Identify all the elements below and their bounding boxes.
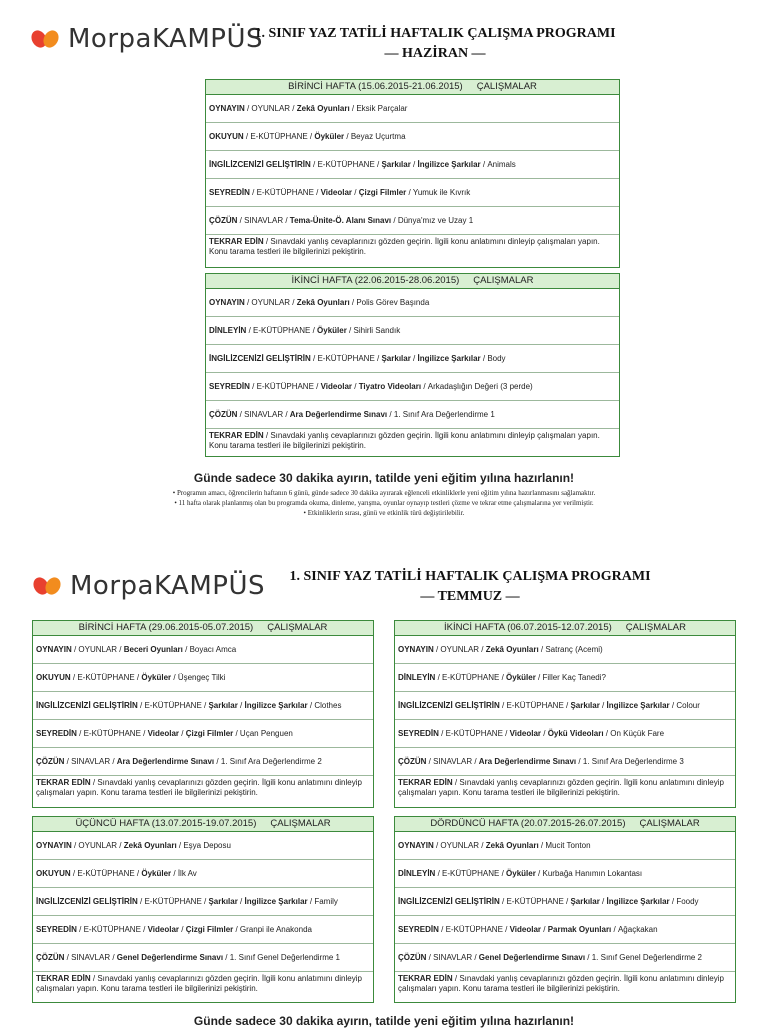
activity-row: OYNAYIN / OYUNLAR / Zekâ Oyunları / Polis Görev Başında (206, 289, 619, 317)
activity-row: OYNAYIN / OYUNLAR / Beceri Oyunları / Boyacı Amca (33, 636, 373, 664)
brand-name: MorpaKAMPÜS (70, 571, 265, 601)
activity-cat: Genel Değerlendirme Sınavı (116, 952, 224, 962)
week-calismalar-label: ÇALIŞMALAR (639, 818, 700, 829)
morpa-logo (34, 571, 265, 601)
activity-item: Colour (676, 700, 700, 710)
week-calismalar-label: ÇALIŞMALAR (267, 622, 328, 633)
june-week-1 (205, 79, 620, 268)
activity-cat: Öyküler (506, 868, 536, 878)
activity-path: SINAVLAR (71, 952, 111, 962)
activity-cat2: Tiyatro Videoları (358, 381, 422, 391)
activity-row: ÇÖZÜN / SINAVLAR / Genel Değerlendirme Sınavı / 1. Sınıf Genel Değerlendirme 1 (33, 944, 373, 972)
week-title: İKİNCİ HAFTA (06.07.2015-12.07.2015) (444, 622, 612, 633)
activity-row: SEYREDİN / E-KÜTÜPHANE / Videolar / Öykü Videoları / On Küçük Fare (395, 720, 735, 748)
july-note (0, 1014, 768, 1028)
june-note (0, 471, 768, 518)
morpa-logo-icon (34, 575, 64, 597)
activity-verb: DİNLEYİN (398, 672, 436, 682)
activity-path: E-KÜTÜPHANE (445, 728, 503, 738)
activity-verb: ÇÖZÜN (209, 215, 238, 225)
activity-verb: OKUYUN (36, 868, 71, 878)
activity-path: E-KÜTÜPHANE (77, 868, 135, 878)
activity-cat: Şarkılar (381, 159, 411, 169)
activity-cat: Videolar (147, 728, 180, 738)
activity-row: SEYREDİN / E-KÜTÜPHANE / Videolar / Tiyatro Videoları / Arkadaşlığın Değeri (3 perde) (206, 373, 619, 401)
week-header (206, 80, 619, 95)
activity-item: Body (487, 353, 506, 363)
activity-item: Dünya'mız ve Uzay 1 (397, 215, 474, 225)
activity-row: OYNAYIN / OYUNLAR / Zekâ Oyunları / Mucit Tonton (395, 832, 735, 860)
activity-path: E-KÜTÜPHANE (256, 187, 314, 197)
activity-cat: Videolar (509, 924, 542, 934)
activity-item: Eksik Parçalar (356, 103, 408, 113)
activity-item: Boyacı Amca (189, 644, 237, 654)
activity-item: Family (314, 896, 338, 906)
week-title: BİRİNCİ HAFTA (29.06.2015-05.07.2015) (78, 622, 254, 633)
july-week-1 (32, 620, 374, 808)
activity-cat2: Çizgi Filmler (185, 924, 234, 934)
activity-verb: ÇÖZÜN (36, 756, 65, 766)
activity-cat2: Öykü Videoları (547, 728, 604, 738)
tekrar-verb: TEKRAR EDİN (398, 778, 453, 787)
activity-row: SEYREDİN / E-KÜTÜPHANE / Videolar / Parmak Oyunları / Ağaçkakan (395, 916, 735, 944)
week-header (33, 621, 373, 636)
week-header (395, 621, 735, 636)
activity-row: ÇÖZÜN / SINAVLAR / Ara Değerlendirme Sınavı / 1. Sınıf Ara Değerlendirme 1 (206, 401, 619, 429)
activity-cat: Videolar (509, 728, 542, 738)
tekrar-text: Sınavdaki yanlış cevaplarınızı gözden geçirin. İlgili konu anlatımını dinleyip çalışmaları yapın. Konu tarama testleri ile bilgilerinizi pekiştirin. (398, 778, 724, 797)
activity-row: OYNAYIN / OYUNLAR / Zekâ Oyunları / Satranç (Acemi) (395, 636, 735, 664)
tekrar-row: TEKRAR EDİN / Sınavdaki yanlış cevaplarınızı gözden geçirin. İlgili konu anlatımını dinleyip çalışmaları yapın. Konu tarama testleri ile bilgilerinizi pekiştirin. (209, 237, 600, 256)
activity-path: SINAVLAR (71, 756, 111, 766)
activity-verb: DİNLEYİN (398, 868, 436, 878)
activity-row: İNGİLİZCENİZİ GELİŞTİRİN / E-KÜTÜPHANE / Şarkılar / İngilizce Şarkılar / Body (206, 345, 619, 373)
tekrar-verb: TEKRAR EDİN (398, 974, 453, 983)
activity-row: OKUYUN / E-KÜTÜPHANE / Öyküler / İlk Av (33, 860, 373, 888)
activity-item: 1. Sınıf Genel Değerlendirme 1 (229, 952, 340, 962)
activity-cat: Ara Değerlendirme Sınavı (116, 756, 215, 766)
activity-path: SINAVLAR (244, 409, 284, 419)
week-calismalar-label: ÇALIŞMALAR (625, 622, 686, 633)
activity-path: OYUNLAR (440, 644, 480, 654)
activity-row: DİNLEYİN / E-KÜTÜPHANE / Öyküler / Filler Kaç Tanedi? (395, 664, 735, 692)
activity-item: Granpi ile Anakonda (239, 924, 312, 934)
note-line: • Programın amacı, öğrencilerin haftanın 6 günü, günde sadece 30 dakika ayırarak eğlenceli etkinliklerle yeni eğitim yılına hazırlanmasını sağlamaktır. (172, 489, 596, 497)
activity-path: E-KÜTÜPHANE (253, 325, 311, 335)
june-week-2 (205, 273, 620, 457)
note-line: • Etkinliklerin sırası, günü ve etkinlik türü değiştirilebilir. (303, 509, 465, 517)
brand-name: MorpaKAMPÜS (68, 24, 263, 54)
activity-path: E-KÜTÜPHANE (77, 672, 135, 682)
activity-cat: Şarkılar (208, 700, 238, 710)
activity-item: Filler Kaç Tanedi? (542, 672, 606, 682)
june-title: 1. SINIF YAZ TATİLİ HAFTALIK ÇALIŞMA PROGRAMI — HAZİRAN — (254, 26, 616, 61)
week-header (395, 817, 735, 832)
activity-item: Polis Görev Başında (356, 297, 430, 307)
activity-cat2: İngilizce Şarkılar (417, 353, 481, 363)
activity-item: Beyaz Uçurtma (350, 131, 406, 141)
activity-verb: SEYREDİN (209, 381, 250, 391)
activity-verb: ÇÖZÜN (36, 952, 65, 962)
note-headline: Günde sadece 30 dakika ayırın, tatilde yeni eğitim yılına hazırlanın! (193, 471, 575, 485)
activity-cat: Zekâ Oyunları (296, 103, 350, 113)
activity-row: DİNLEYİN / E-KÜTÜPHANE / Öyküler / Sihirli Sandık (206, 317, 619, 345)
activity-cat2: Parmak Oyunları (547, 924, 612, 934)
activity-cat: Videolar (320, 187, 353, 197)
activity-row: SEYREDİN / E-KÜTÜPHANE / Videolar / Çizgi Filmler / Uçan Penguen (33, 720, 373, 748)
tekrar-verb: TEKRAR EDİN (209, 431, 264, 440)
activity-path: E-KÜTÜPHANE (250, 131, 308, 141)
activity-cat: Ara Değerlendirme Sınavı (289, 409, 388, 419)
tekrar-row: TEKRAR EDİN / Sınavdaki yanlış cevaplarınızı gözden geçirin. İlgili konu anlatımını dinleyip çalışmaları yapın. Konu tarama testleri ile bilgilerinizi pekiştirin. (36, 974, 362, 993)
activity-cat2: İngilizce Şarkılar (606, 896, 670, 906)
activity-cat2: İngilizce Şarkılar (244, 896, 308, 906)
tekrar-text: Sınavdaki yanlış cevaplarınızı gözden geçirin. İlgili konu anlatımını dinleyip çalışmaları yapın. Konu tarama testleri ile bilgilerinizi pekiştirin. (36, 974, 362, 993)
activity-cat: Zekâ Oyunları (296, 297, 350, 307)
activity-path: E-KÜTÜPHANE (317, 353, 375, 363)
activity-row: OYNAYIN / OYUNLAR / Zekâ Oyunları / Eksik Parçalar (206, 95, 619, 123)
activity-cat: Şarkılar (570, 700, 600, 710)
week-header (206, 274, 619, 289)
activity-verb: ÇÖZÜN (209, 409, 238, 419)
activity-verb: SEYREDİN (209, 187, 250, 197)
activity-path: SINAVLAR (244, 215, 284, 225)
tekrar-text: Sınavdaki yanlış cevaplarınızı gözden geçirin. İlgili konu anlatımını dinleyip çalışmaları yapın. Konu tarama testleri ile bilgilerinizi pekiştirin. (36, 778, 362, 797)
activity-cat: Videolar (320, 381, 353, 391)
activity-item: Sihirli Sandık (353, 325, 401, 335)
activity-item: İlk Av (177, 868, 197, 878)
activity-row: İNGİLİZCENİZİ GELİŞTİRİN / E-KÜTÜPHANE / Şarkılar / İngilizce Şarkılar / Clothes (33, 692, 373, 720)
activity-cat2: İngilizce Şarkılar (244, 700, 308, 710)
activity-item: Foody (676, 896, 699, 906)
activity-cat2: İngilizce Şarkılar (417, 159, 481, 169)
note-headline: Günde sadece 30 dakika ayırın, tatilde yeni eğitim yılına hazırlanın! (193, 1014, 575, 1028)
activity-verb: İNGİLİZCENİZİ GELİŞTİRİN (36, 700, 138, 710)
tekrar-row: TEKRAR EDİN / Sınavdaki yanlış cevaplarınızı gözden geçirin. İlgili konu anlatımını dinleyip çalışmaları yapın. Konu tarama testleri ile bilgilerinizi pekiştirin. (398, 778, 724, 797)
activity-row: OKUYUN / E-KÜTÜPHANE / Öyküler / Beyaz Uçurtma (206, 123, 619, 151)
activity-row: İNGİLİZCENİZİ GELİŞTİRİN / E-KÜTÜPHANE / Şarkılar / İngilizce Şarkılar / Animals (206, 151, 619, 179)
activity-item: 1. Sınıf Ara Değerlendirme 1 (393, 409, 495, 419)
activity-verb: SEYREDİN (398, 924, 439, 934)
activity-verb: OYNAYIN (36, 644, 72, 654)
activity-item: Kurbağa Hanımın Lokantası (542, 868, 643, 878)
activity-verb: OKUYUN (36, 672, 71, 682)
activity-verb: OYNAYIN (209, 297, 245, 307)
note-line: • 11 hafta olarak planlanmış olan bu programda okuma, dinleme, yarışma, oyunlar oynayıp testleri çözme ve tekrar etme çalışmalarına yer verilmiştir. (174, 499, 594, 507)
activity-row: ÇÖZÜN / SINAVLAR / Tema-Ünite-Ö. Alanı Sınavı / Dünya'mız ve Uzay 1 (206, 207, 619, 235)
activity-path: E-KÜTÜPHANE (506, 896, 564, 906)
activity-cat: Öyküler (141, 672, 172, 682)
activity-path: E-KÜTÜPHANE (442, 868, 500, 878)
tekrar-verb: TEKRAR EDİN (36, 778, 91, 787)
activity-path: SINAVLAR (433, 756, 473, 766)
activity-verb: OYNAYIN (398, 840, 434, 850)
tekrar-verb: TEKRAR EDİN (209, 237, 264, 246)
activity-verb: SEYREDİN (36, 924, 77, 934)
activity-item: Animals (487, 159, 516, 169)
july-week-3 (32, 816, 374, 1003)
activity-item: Clothes (314, 700, 342, 710)
activity-verb: OYNAYIN (398, 644, 434, 654)
activity-path: E-KÜTÜPHANE (317, 159, 375, 169)
tekrar-row: TEKRAR EDİN / Sınavdaki yanlış cevaplarınızı gözden geçirin. İlgili konu anlatımını dinleyip çalışmaları yapın. Konu tarama testleri ile bilgilerinizi pekiştirin. (36, 778, 362, 797)
activity-row: OKUYUN / E-KÜTÜPHANE / Öyküler / Üşengeç Tilki (33, 664, 373, 692)
activity-verb: İNGİLİZCENİZİ GELİŞTİRİN (36, 896, 138, 906)
activity-path: E-KÜTÜPHANE (445, 924, 503, 934)
activity-row: İNGİLİZCENİZİ GELİŞTİRİN / E-KÜTÜPHANE / Şarkılar / İngilizce Şarkılar / Family (33, 888, 373, 916)
activity-item: 1. Sınıf Genel Değerlendirme 2 (591, 952, 702, 962)
activity-path: OYUNLAR (251, 103, 291, 113)
activity-path: OYUNLAR (78, 840, 118, 850)
activity-path: E-KÜTÜPHANE (506, 700, 564, 710)
activity-path: OYUNLAR (78, 644, 118, 654)
july-title: 1. SINIF YAZ TATİLİ HAFTALIK ÇALIŞMA PROGRAMI — TEMMUZ — (289, 569, 651, 604)
morpa-logo-icon (32, 28, 62, 50)
activity-item: 1. Sınıf Ara Değerlendirme 3 (582, 756, 684, 766)
activity-row: SEYREDİN / E-KÜTÜPHANE / Videolar / Çizgi Filmler / Granpi ile Anakonda (33, 916, 373, 944)
activity-verb: ÇÖZÜN (398, 952, 427, 962)
activity-verb: İNGİLİZCENİZİ GELİŞTİRİN (398, 896, 500, 906)
activity-item: Üşengeç Tilki (177, 672, 226, 682)
week-header (33, 817, 373, 832)
activity-verb: SEYREDİN (36, 728, 77, 738)
activity-cat: Öyküler (506, 672, 536, 682)
tekrar-row: TEKRAR EDİN / Sınavdaki yanlış cevaplarınızı gözden geçirin. İlgili konu anlatımını dinleyip çalışmaları yapın. Konu tarama testleri ile bilgilerinizi pekiştirin. (209, 431, 600, 450)
activity-item: Mucit Tonton (545, 840, 591, 850)
activity-path: E-KÜTÜPHANE (144, 896, 202, 906)
activity-item: On Küçük Fare (610, 728, 665, 738)
activity-row: ÇÖZÜN / SINAVLAR / Ara Değerlendirme Sınavı / 1. Sınıf Ara Değerlendirme 3 (395, 748, 735, 776)
activity-cat: Zekâ Oyunları (485, 840, 539, 850)
activity-path: E-KÜTÜPHANE (83, 924, 141, 934)
activity-cat: Genel Değerlendirme Sınavı (478, 952, 586, 962)
activity-cat2: İngilizce Şarkılar (606, 700, 670, 710)
activity-row: İNGİLİZCENİZİ GELİŞTİRİN / E-KÜTÜPHANE / Şarkılar / İngilizce Şarkılar / Colour (395, 692, 735, 720)
activity-verb: İNGİLİZCENİZİ GELİŞTİRİN (398, 700, 500, 710)
week-calismalar-label: ÇALIŞMALAR (270, 818, 331, 829)
activity-item: Eşya Deposu (183, 840, 231, 850)
activity-row: DİNLEYİN / E-KÜTÜPHANE / Öyküler / Kurbağa Hanımın Lokantası (395, 860, 735, 888)
activity-cat: Öyküler (141, 868, 172, 878)
activity-path: E-KÜTÜPHANE (442, 672, 500, 682)
activity-cat: Ara Değerlendirme Sınavı (478, 756, 577, 766)
july-week-4 (394, 816, 736, 1003)
activity-cat: Tema-Ünite-Ö. Alanı Sınavı (289, 215, 392, 225)
activity-item: 1. Sınıf Ara Değerlendirme 2 (220, 756, 322, 766)
activity-cat: Beceri Oyunları (123, 644, 183, 654)
activity-row: ÇÖZÜN / SINAVLAR / Ara Değerlendirme Sınavı / 1. Sınıf Ara Değerlendirme 2 (33, 748, 373, 776)
activity-item: Ağaçkakan (617, 924, 658, 934)
activity-item: Uçan Penguen (239, 728, 293, 738)
week-title: BİRİNCİ HAFTA (15.06.2015-21.06.2015) (288, 81, 463, 92)
activity-item: Yumuk ile Kıvrık (412, 187, 471, 197)
activity-path: E-KÜTÜPHANE (256, 381, 314, 391)
activity-verb: ÇÖZÜN (398, 756, 427, 766)
activity-path: SINAVLAR (433, 952, 473, 962)
activity-cat: Öyküler (317, 325, 347, 335)
activity-cat: Şarkılar (208, 896, 238, 906)
activity-cat: Şarkılar (570, 896, 600, 906)
activity-path: E-KÜTÜPHANE (144, 700, 202, 710)
activity-cat2: Çizgi Filmler (185, 728, 234, 738)
activity-row: ÇÖZÜN / SINAVLAR / Genel Değerlendirme Sınavı / 1. Sınıf Genel Değerlendirme 2 (395, 944, 735, 972)
activity-row: İNGİLİZCENİZİ GELİŞTİRİN / E-KÜTÜPHANE / Şarkılar / İngilizce Şarkılar / Foody (395, 888, 735, 916)
activity-verb: İNGİLİZCENİZİ GELİŞTİRİN (209, 159, 311, 169)
activity-item: Satranç (Acemi) (545, 644, 603, 654)
week-title: İKİNCİ HAFTA (22.06.2015-28.06.2015) (291, 275, 460, 286)
activity-verb: İNGİLİZCENİZİ GELİŞTİRİN (209, 353, 311, 363)
activity-cat: Zekâ Oyunları (485, 644, 539, 654)
activity-cat: Öyküler (314, 131, 345, 141)
week-calismalar-label: ÇALIŞMALAR (476, 81, 537, 92)
activity-verb: OYNAYIN (36, 840, 72, 850)
activity-row: SEYREDİN / E-KÜTÜPHANE / Videolar / Çizgi Filmler / Yumuk ile Kıvrık (206, 179, 619, 207)
activity-cat: Şarkılar (381, 353, 411, 363)
activity-path: E-KÜTÜPHANE (83, 728, 141, 738)
july-week-2 (394, 620, 736, 808)
activity-item: Arkadaşlığın Değeri (3 perde) (427, 381, 533, 391)
activity-verb: DİNLEYİN (209, 325, 247, 335)
activity-row: OYNAYIN / OYUNLAR / Zekâ Oyunları / Eşya Deposu (33, 832, 373, 860)
tekrar-text: Sınavdaki yanlış cevaplarınızı gözden geçirin. İlgili konu anlatımını dinleyip çalışmaları yapın. Konu tarama testleri ile bilgilerinizi pekiştirin. (398, 974, 724, 993)
week-title: DÖRDÜNCÜ HAFTA (20.07.2015-26.07.2015) (430, 818, 626, 829)
activity-cat: Videolar (147, 924, 180, 934)
tekrar-text: Sınavdaki yanlış cevaplarınızı gözden geçirin. İlgili konu anlatımını dinleyip çalışmaları yapın. Konu tarama testleri ile bilgilerinizi pekiştirin. (209, 431, 600, 450)
activity-path: OYUNLAR (440, 840, 480, 850)
activity-verb: SEYREDİN (398, 728, 439, 738)
activity-cat: Zekâ Oyunları (123, 840, 177, 850)
week-calismalar-label: ÇALIŞMALAR (473, 275, 534, 286)
tekrar-verb: TEKRAR EDİN (36, 974, 91, 983)
activity-verb: OKUYUN (209, 131, 244, 141)
tekrar-text: Sınavdaki yanlış cevaplarınızı gözden geçirin. İlgili konu anlatımını dinleyip çalışmaları yapın. Konu tarama testleri ile bilgilerinizi pekiştirin. (209, 237, 600, 256)
activity-cat2: Çizgi Filmler (358, 187, 407, 197)
activity-verb: OYNAYIN (209, 103, 245, 113)
week-title: ÜÇÜNCÜ HAFTA (13.07.2015-19.07.2015) (75, 818, 257, 829)
morpa-logo (32, 24, 263, 54)
activity-path: OYUNLAR (251, 297, 291, 307)
tekrar-row: TEKRAR EDİN / Sınavdaki yanlış cevaplarınızı gözden geçirin. İlgili konu anlatımını dinleyip çalışmaları yapın. Konu tarama testleri ile bilgilerinizi pekiştirin. (398, 974, 724, 993)
